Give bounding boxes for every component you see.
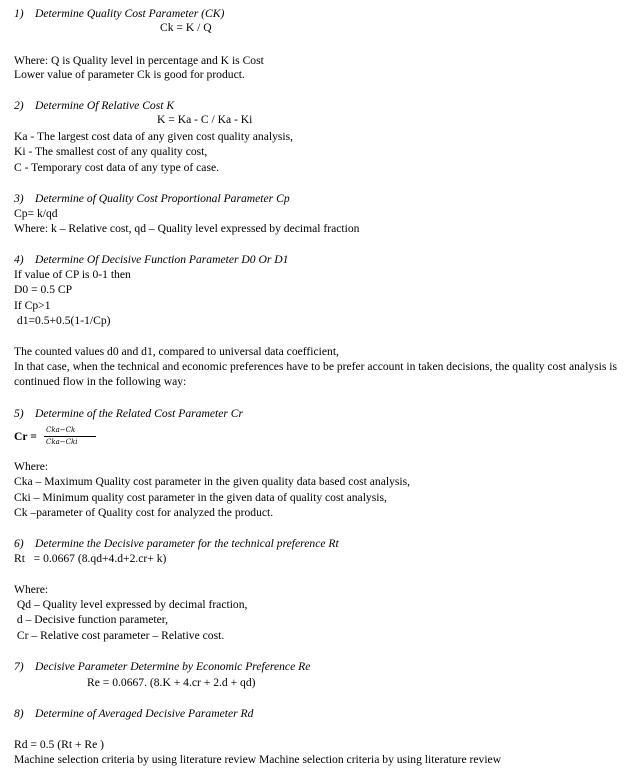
section-6-number: 6) [14, 537, 24, 550]
section-2-formula: K = Ka - C / Ka - Ki [157, 113, 253, 126]
section-7-title: Decisive Parameter Determine by Economic Preference Re [35, 660, 311, 673]
section-5-title: Determine of the Related Cost Parameter Cr [35, 407, 244, 420]
section-7-heading [14, 660, 310, 673]
section-6-title: Determine the Decisive parameter for the technical preference Rt [35, 537, 339, 550]
section-4-paragraph: The counted values d0 and d1, compared to universal data coefficient, [14, 345, 339, 358]
section-4-line: If Cp>1 [14, 299, 51, 312]
section-4-number: 4) [14, 253, 24, 266]
section-4-paragraph: In that case, when the technical and economic preferences have to be prefer account in taken decisions, the quality cost analysis is continued flow in the following way: [14, 360, 617, 388]
section-3-line: Cp= k/qd [14, 207, 58, 220]
section-3-title: Determine of Quality Cost Proportional Parameter Cp [35, 192, 290, 205]
footer-caption: Machine selection criteria by using literature review Machine selection criteria by using literature review [14, 753, 502, 766]
section-1-number: 1) [14, 7, 24, 20]
section-5-heading [14, 407, 243, 420]
section-1-heading [14, 7, 224, 20]
section-6-line: d – Decisive function parameter, [14, 613, 169, 626]
section-8-number: 8) [14, 707, 24, 720]
section-4-heading [14, 253, 288, 266]
section-6-formula: Rt = 0.0667 (8.qd+4.d+2.cr+ k) [14, 552, 167, 565]
cr-equation-lhs: Cr = [14, 430, 37, 443]
section-3-number: 3) [14, 192, 24, 205]
section-2-heading [14, 99, 174, 112]
section-2-line: Ka - The largest cost data of any given cost quality analysis, [14, 130, 294, 143]
section-4-line: D0 = 0.5 CP [14, 283, 73, 296]
section-1-note: Lower value of parameter Ck is good for product. [14, 68, 245, 81]
section-6-where: Where: [14, 583, 49, 596]
section-2-line: Ki - The smallest cost of any quality cost, [14, 145, 208, 158]
section-5-where: Where: [14, 460, 49, 473]
section-6-line: Qd – Quality level expressed by decimal fraction, [14, 598, 248, 611]
section-1-where: Where: Q is Quality level in percentage and K is Cost [14, 54, 264, 67]
section-5-line: Ck –parameter of Quality cost for analyzed the product. [14, 506, 274, 519]
section-4-title: Determine Of Decisive Function Parameter D0 Or D1 [35, 253, 289, 266]
section-2-number: 2) [14, 99, 24, 112]
fraction-denominator: Cka−Cki [46, 438, 78, 446]
section-5-number: 5) [14, 407, 24, 420]
cr-fraction [44, 426, 104, 447]
section-2-title: Determine Of Relative Cost K [35, 99, 175, 112]
section-8-formula: Rd = 0.5 (Rt + Re ) [14, 738, 105, 751]
section-8-title: Determine of Averaged Decisive Parameter Rd [35, 707, 254, 720]
section-2-line: C - Temporary cost data of any type of case. [14, 161, 220, 174]
section-7-number: 7) [14, 660, 24, 673]
section-5-line: Cki – Minimum quality cost parameter in the given data of quality cost analysis, [14, 491, 387, 504]
section-7-formula: Re = 0.0667. (8.K + 4.cr + 2.d + qd) [87, 676, 256, 689]
section-3-line: Where: k – Relative cost, qd – Quality level expressed by decimal fraction [14, 222, 360, 235]
section-8-heading [14, 707, 253, 720]
section-3-heading [14, 192, 290, 205]
fraction-numerator: Cka−Ck [46, 426, 76, 434]
section-4-line: If value of CP is 0-1 then [14, 268, 131, 281]
fraction-bar [44, 436, 96, 437]
section-1-formula: Ck = K / Q [160, 21, 212, 34]
section-4-line: d1=0.5+0.5(1-1/Cp) [14, 314, 111, 327]
section-1-title: Determine Quality Cost Parameter (CK) [35, 7, 225, 20]
section-6-heading [14, 537, 339, 550]
section-6-line: Cr – Relative cost parameter – Relative cost. [14, 629, 225, 642]
section-5-line: Cka – Maximum Quality cost parameter in the given quality data based cost analysis, [14, 475, 411, 488]
